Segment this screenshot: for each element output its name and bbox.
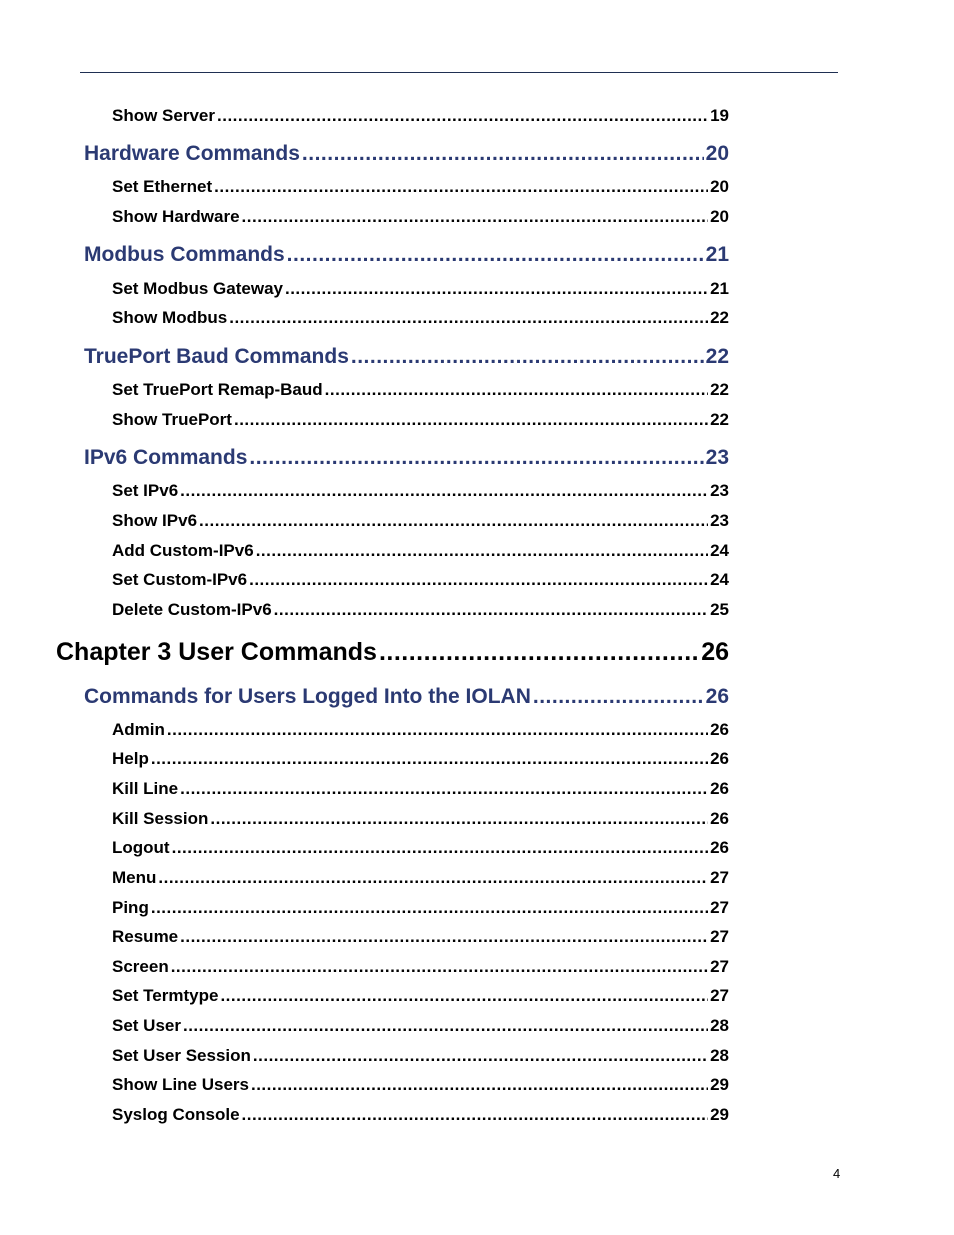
toc-leader [325, 380, 708, 400]
toc-entry-title: Kill Session [112, 809, 209, 828]
toc-entry-page: 19 [710, 106, 729, 125]
toc-entry-page: 26 [701, 638, 729, 666]
toc-entry-page: 27 [710, 898, 729, 917]
toc-entry-page: 20 [705, 142, 729, 165]
toc-leader [217, 106, 708, 126]
toc-entry-title: IPv6 Commands [84, 446, 248, 469]
toc-entry[interactable] [112, 868, 729, 888]
toc-entry[interactable] [112, 1016, 729, 1036]
toc-entry-page: 26 [710, 809, 729, 828]
toc-entry-page: 26 [705, 685, 729, 708]
toc-leader [171, 957, 708, 977]
toc-entry-page: 27 [710, 927, 729, 946]
toc-entry-page: 22 [710, 410, 729, 429]
toc-entry-page: 21 [705, 243, 729, 266]
toc-entry-title: Show Line Users [112, 1075, 249, 1094]
toc-entry[interactable] [112, 481, 729, 501]
toc-entry-page: 24 [710, 570, 729, 589]
toc-entry-page: 29 [710, 1105, 729, 1124]
toc-leader [256, 541, 708, 561]
toc-entry-page: 28 [710, 1016, 729, 1035]
toc-leader [183, 1016, 708, 1036]
toc-entry[interactable] [112, 410, 729, 430]
toc-entry-page: 26 [710, 838, 729, 857]
toc-leader [151, 749, 708, 769]
toc-entry-title: Hardware Commands [84, 142, 300, 165]
toc-entry[interactable] [84, 446, 729, 470]
toc-entry-page: 22 [705, 345, 729, 368]
toc-entry[interactable] [112, 207, 729, 227]
toc-entry-title: Resume [112, 927, 179, 946]
toc-leader [220, 986, 708, 1006]
toc-entry-title: Set TruePort Remap-Baud [112, 380, 323, 399]
toc-entry-page: 29 [710, 1075, 729, 1094]
toc-entry-title: Show IPv6 [112, 511, 198, 530]
toc-entry-page: 26 [710, 779, 729, 798]
toc-entry-title: Ping [112, 898, 149, 917]
toc-entry-page: 27 [710, 986, 729, 1005]
toc-leader [172, 838, 708, 858]
toc-entry-title: Show Server [112, 106, 215, 125]
toc-leader [151, 898, 708, 918]
toc-entry[interactable] [112, 1046, 729, 1066]
toc-entry-title: Set User Session [112, 1046, 251, 1065]
toc-leader [158, 868, 708, 888]
toc-entry-page: 25 [710, 600, 729, 619]
toc-leader [180, 779, 708, 799]
toc-entry-title: Set IPv6 [112, 481, 179, 500]
toc-entry-title: Help [112, 749, 149, 768]
toc-entry-title: Show Modbus [112, 308, 228, 327]
toc-entry-title: Set User [112, 1016, 181, 1035]
toc-entry[interactable] [112, 177, 729, 197]
toc-entry[interactable] [112, 106, 729, 126]
toc-entry[interactable] [112, 1105, 729, 1125]
toc-leader [199, 511, 708, 531]
toc-entry[interactable] [112, 541, 729, 561]
toc-entry[interactable] [112, 570, 729, 590]
toc-entry[interactable] [112, 779, 729, 799]
toc-leader [351, 345, 704, 369]
toc-leader [180, 927, 708, 947]
toc-leader [229, 308, 708, 328]
toc-entry-title: Delete Custom-IPv6 [112, 600, 272, 619]
toc-entry-page: 20 [710, 177, 729, 196]
toc-entry-page: 21 [710, 279, 729, 298]
toc-entry[interactable] [112, 809, 729, 829]
toc-entry-title: Set Custom-IPv6 [112, 570, 248, 589]
toc-entry[interactable] [84, 685, 729, 709]
toc-entry[interactable] [112, 898, 729, 918]
toc-entry-title: Show Hardware [112, 207, 240, 226]
toc-leader [287, 243, 704, 267]
toc-leader [249, 570, 708, 590]
toc-entry[interactable] [112, 986, 729, 1006]
toc-leader [167, 720, 708, 740]
toc-leader [214, 177, 708, 197]
toc-entry-title: Menu [112, 868, 157, 887]
toc-entry-title: Show TruePort [112, 410, 232, 429]
toc-entry-page: 23 [710, 511, 729, 530]
toc-entry[interactable] [112, 308, 729, 328]
toc-leader [210, 809, 708, 829]
toc-entry[interactable] [112, 1075, 729, 1095]
toc-entry-title: Syslog Console [112, 1105, 240, 1124]
toc-entry-title: Modbus Commands [84, 243, 285, 266]
toc-entry-title: Set Ethernet [112, 177, 213, 196]
page-number: 4 [833, 1166, 841, 1181]
toc-entry-page: 20 [710, 207, 729, 226]
toc-leader [533, 685, 704, 709]
toc-leader [285, 279, 708, 299]
toc-entry-title: Set Modbus Gateway [112, 279, 283, 298]
toc-entry-title: Kill Line [112, 779, 179, 798]
toc-entry-title: Logout [112, 838, 170, 857]
toc-entry-page: 23 [710, 481, 729, 500]
toc-entry[interactable] [112, 380, 729, 400]
toc-leader [274, 600, 708, 620]
toc-entry-title: TruePort Baud Commands [84, 345, 349, 368]
toc-entry[interactable] [112, 511, 729, 531]
toc-entry-title: Screen [112, 957, 169, 976]
toc-entry[interactable] [84, 142, 729, 166]
toc-leader [242, 1105, 709, 1125]
toc-entry-title: Chapter 3 User Commands [56, 638, 377, 666]
toc-entry-title: Set Termtype [112, 986, 219, 1005]
toc-entry-page: 26 [710, 720, 729, 739]
toc-entry-page: 27 [710, 957, 729, 976]
toc-entry[interactable] [84, 243, 729, 267]
toc-entry-page: 28 [710, 1046, 729, 1065]
toc-entry[interactable] [56, 638, 729, 667]
toc-entry[interactable] [112, 957, 729, 977]
toc-leader [379, 638, 699, 667]
toc-entry[interactable] [112, 749, 729, 769]
toc-entry[interactable] [84, 345, 729, 369]
toc-entry-title: Commands for Users Logged Into the IOLAN [84, 685, 531, 708]
toc-entry-page: 22 [710, 380, 729, 399]
toc-entry-page: 24 [710, 541, 729, 560]
toc-entry-title: Add Custom-IPv6 [112, 541, 254, 560]
toc-leader [302, 142, 704, 166]
toc-entry[interactable] [112, 279, 729, 299]
toc-leader [253, 1046, 708, 1066]
toc-entry[interactable] [112, 720, 729, 740]
toc-leader [180, 481, 708, 501]
toc-entry[interactable] [112, 600, 729, 620]
toc-entry-page: 22 [710, 308, 729, 327]
toc-entry-title: Admin [112, 720, 165, 739]
toc-leader [242, 207, 709, 227]
toc-leader [251, 1075, 708, 1095]
toc-leader [234, 410, 708, 430]
toc-entry[interactable] [112, 838, 729, 858]
toc-entry[interactable] [112, 927, 729, 947]
toc-entry-page: 26 [710, 749, 729, 768]
toc-entry-page: 23 [705, 446, 729, 469]
toc-leader [249, 446, 703, 470]
toc-entry-page: 27 [710, 868, 729, 887]
